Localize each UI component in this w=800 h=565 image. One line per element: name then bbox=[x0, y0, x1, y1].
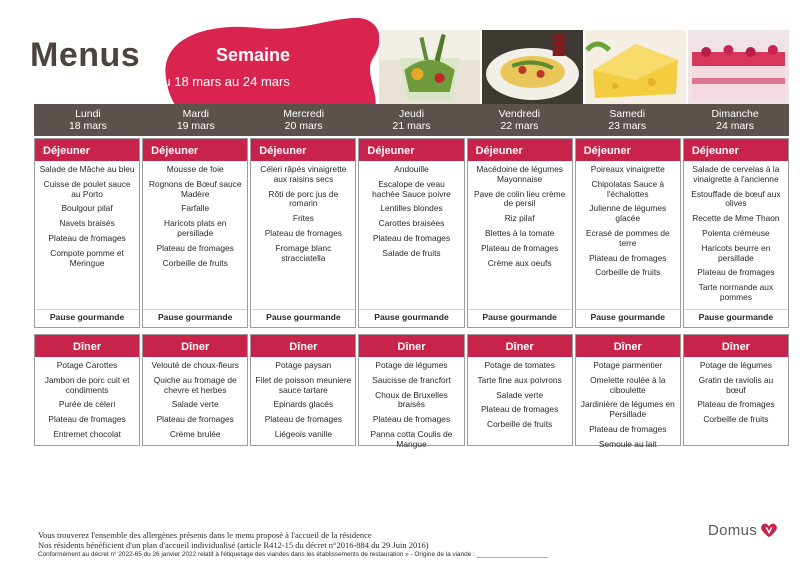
dinner-grid bbox=[34, 334, 789, 449]
snack-label: Pause gourmande bbox=[359, 309, 463, 327]
dish-item: Choux de Bruxelles braisés bbox=[375, 389, 448, 410]
dish-item: Jambon de porc cuit et condiments bbox=[44, 374, 130, 395]
lunch-grid bbox=[34, 138, 789, 328]
dish-item: Salade de cervelas à la vinaigrette à l'ancienne bbox=[692, 164, 780, 184]
snack-label: Pause gourmande bbox=[468, 309, 572, 327]
domus-logo bbox=[708, 521, 778, 539]
dish-item: Corbeille de fruits bbox=[595, 267, 661, 278]
dish-item: Omelette roulée à la ciboulette bbox=[590, 374, 666, 395]
dish-item: Escalope de veau hachée Sauce poivre bbox=[372, 178, 451, 199]
week-label: Semaine bbox=[216, 45, 291, 65]
dish-item: Plateau de fromages bbox=[264, 227, 342, 238]
dish-item: Plateau de fromages bbox=[480, 404, 559, 415]
dish-item: Boulgour pilaf bbox=[61, 203, 113, 214]
dinner-column bbox=[467, 334, 573, 446]
lunch-heading: Déjeuner bbox=[684, 139, 788, 161]
lunch-column bbox=[575, 138, 681, 328]
dinner-column bbox=[142, 334, 248, 446]
dish-item: Potage Carottes bbox=[56, 360, 118, 370]
dish-item: Pave de colin lieu crème de persil bbox=[474, 188, 566, 209]
dish-item: Andouille bbox=[394, 164, 429, 174]
dinner-column bbox=[683, 334, 789, 446]
snack-label: Pause gourmande bbox=[576, 309, 680, 327]
dish-item: Tarte fine aux poivrons bbox=[477, 374, 562, 385]
dish-item: Potage paysan bbox=[275, 360, 332, 370]
dish-item: Jardinière de légumes en Persillade bbox=[580, 399, 675, 420]
dinner-heading: Dîner bbox=[468, 335, 572, 357]
dish-item: Julienne de légumes glacée bbox=[589, 203, 667, 224]
lunch-heading: Déjeuner bbox=[143, 139, 247, 161]
dish-item: Panna cotta Coulis de Mangue bbox=[370, 428, 453, 449]
page-title: Menus bbox=[30, 36, 141, 74]
dish-item: Céleri râpés vinaigrette aux raisins secs bbox=[260, 164, 347, 184]
lunch-column bbox=[358, 138, 464, 328]
snack-label: Pause gourmande bbox=[251, 309, 355, 327]
berry-tart-photo bbox=[688, 30, 789, 104]
dish-item: Chipolatas Sauce à l'échalottes bbox=[591, 178, 665, 199]
dinner-heading: Dîner bbox=[143, 335, 247, 357]
dish-item: Plateau de fromages bbox=[589, 252, 667, 263]
lunch-dish-list bbox=[684, 161, 788, 309]
lunch-dish-list bbox=[251, 161, 355, 309]
dish-item: Gratin de raviolis au bœuf bbox=[698, 374, 774, 395]
dish-item: Salade de fruits bbox=[382, 247, 441, 258]
dish-item: Plateau de fromages bbox=[156, 242, 234, 253]
dinner-dish-list bbox=[359, 357, 463, 455]
lunch-column bbox=[467, 138, 573, 328]
dish-item: Macédoine de légumes Mayonnaise bbox=[476, 164, 563, 184]
dish-item: Haricots beurre en persillade bbox=[701, 242, 771, 263]
dish-item: Plateau de fromages bbox=[589, 423, 667, 434]
snack-label: Pause gourmande bbox=[143, 309, 247, 327]
dish-item: Plateau de fromages bbox=[48, 232, 126, 243]
dinner-dish-list bbox=[468, 357, 572, 445]
dish-item: Blettes à la tomate bbox=[484, 227, 555, 238]
salad-glass-photo bbox=[379, 30, 480, 104]
pasta-plate-photo bbox=[482, 30, 583, 104]
dish-item: Lentilles blondes bbox=[380, 203, 443, 214]
dish-item: Saucisse de francfort bbox=[372, 374, 451, 385]
day-header-sunday: Dimanche 24 mars bbox=[711, 108, 759, 132]
dish-item: Farfalle bbox=[181, 203, 210, 214]
dish-item: Corbeille de fruits bbox=[487, 419, 553, 430]
dish-item: Cuisse de poulet sauce au Porto bbox=[43, 178, 131, 199]
dish-item: Plateau de fromages bbox=[372, 414, 451, 425]
lunch-dish-list bbox=[468, 161, 572, 309]
dinner-heading: Dîner bbox=[35, 335, 139, 357]
dish-item: Corbeille de fruits bbox=[162, 257, 228, 268]
dish-item: Epinards glacés bbox=[273, 399, 334, 410]
dish-item: Plateau de fromages bbox=[480, 242, 559, 253]
lunch-column bbox=[34, 138, 140, 328]
meat-origin-note: Conformément au décret n° 2022-65 du 26 janvier 2022 relatif à l'étiquetage des viandes dans les établissements de restauration » - Origine de la viande : ____________________ bbox=[38, 551, 548, 558]
day-header-thursday: Jeudi 21 mars bbox=[392, 108, 431, 132]
lunch-column bbox=[250, 138, 356, 328]
dish-item: Plateau de fromages bbox=[264, 414, 342, 425]
dish-item: Potage de légumes bbox=[375, 360, 448, 370]
date-range: Du 18 mars au 24 mars bbox=[154, 74, 290, 89]
dinner-dish-list bbox=[143, 357, 247, 445]
dinner-column bbox=[250, 334, 356, 446]
dinner-dish-list bbox=[35, 357, 139, 445]
dinner-heading: Dîner bbox=[251, 335, 355, 357]
food-photo-strip bbox=[379, 30, 789, 104]
dish-item: Liégeois vanille bbox=[274, 428, 332, 439]
dish-item: Velouté de choux-fleurs bbox=[151, 360, 239, 370]
dish-item: Navets braisés bbox=[59, 218, 115, 229]
lunch-dish-list bbox=[143, 161, 247, 309]
dish-item: Haricots plats en persillade bbox=[164, 218, 227, 238]
dish-item: Semoule au lait bbox=[598, 438, 657, 449]
dish-item: Salade de Mâche au bleu bbox=[39, 164, 135, 174]
snack-label: Pause gourmande bbox=[35, 309, 139, 327]
dish-item: Tarte normande aux pommes bbox=[698, 282, 774, 302]
cheese-photo bbox=[585, 30, 686, 104]
lunch-column bbox=[142, 138, 248, 328]
dish-item: Crème aux oeufs bbox=[487, 257, 552, 268]
lunch-dish-list bbox=[35, 161, 139, 309]
dinner-heading: Dîner bbox=[359, 335, 463, 357]
dish-item: Polenta crémeuse bbox=[702, 227, 770, 238]
dish-item: Potage de tomates bbox=[484, 360, 555, 370]
dish-item: Riz pilaf bbox=[504, 213, 535, 224]
snack-label: Pause gourmande bbox=[684, 309, 788, 327]
dish-item: Plateau de fromages bbox=[697, 267, 775, 278]
dish-item: Estouffade de bœuf aux olives bbox=[691, 188, 781, 209]
lunch-heading: Déjeuner bbox=[251, 139, 355, 161]
dish-item: Crème brulée bbox=[169, 428, 221, 439]
lunch-heading: Déjeuner bbox=[468, 139, 572, 161]
dinner-column bbox=[34, 334, 140, 446]
dinner-heading: Dîner bbox=[684, 335, 788, 357]
dish-item: Salade verte bbox=[171, 399, 219, 410]
lunch-heading: Déjeuner bbox=[576, 139, 680, 161]
dinner-column bbox=[575, 334, 681, 449]
dish-item: Entremet chocolat bbox=[53, 428, 121, 439]
allergen-note: Vous trouverez l'ensemble des allergènes présents dans le menu proposé à l'accueil de la résidence bbox=[38, 530, 372, 540]
weekday-header-band bbox=[34, 104, 789, 136]
dish-item: Recette de Mme Thaon bbox=[692, 213, 780, 224]
dish-item: Plateau de fromages bbox=[697, 399, 775, 410]
dinner-heading: Dîner bbox=[576, 335, 680, 357]
lunch-heading: Déjeuner bbox=[359, 139, 463, 161]
dish-item: Carottes braisées bbox=[378, 218, 445, 229]
dish-item: Plateau de fromages bbox=[48, 414, 126, 425]
dish-item: Poireaux vinaigrette bbox=[590, 164, 665, 174]
logo-heart-icon bbox=[760, 521, 778, 539]
dinner-column bbox=[358, 334, 464, 449]
lunch-dish-list bbox=[359, 161, 463, 309]
dish-item: Filet de poisson meuniere sauce tartare bbox=[255, 374, 352, 395]
day-header-saturday: Samedi 23 mars bbox=[608, 108, 647, 132]
dish-item: Purée de céleri bbox=[58, 399, 116, 410]
lunch-dish-list bbox=[576, 161, 680, 309]
logo-text: Domus bbox=[708, 521, 758, 539]
dish-item: Potage de légumes bbox=[699, 360, 772, 370]
dish-item: Plateau de fromages bbox=[372, 232, 451, 243]
dish-item: Rôti de porc jus de romarin bbox=[268, 188, 339, 209]
lunch-heading: Déjeuner bbox=[35, 139, 139, 161]
day-header-monday: Lundi 18 mars bbox=[68, 108, 107, 132]
dish-item: Fromage blanc stracciatella bbox=[275, 242, 332, 263]
dinner-dish-list bbox=[684, 357, 788, 445]
dish-item: Compote pomme et Meringue bbox=[50, 247, 124, 268]
dish-item: Corbeille de fruits bbox=[703, 414, 769, 425]
dish-item: Quiche au fromage de chevre et herbes bbox=[153, 374, 237, 395]
day-header-tuesday: Mardi 19 mars bbox=[176, 108, 215, 132]
dish-item: Plateau de fromages bbox=[156, 414, 234, 425]
dish-item: Frites bbox=[292, 213, 314, 224]
dish-item: Rognons de Bœuf sauce Madère bbox=[148, 178, 242, 199]
day-header-wednesday: Mercredi 20 mars bbox=[283, 108, 325, 132]
dish-item: Salade verte bbox=[496, 389, 544, 400]
day-header-friday: Vendredi 22 mars bbox=[498, 108, 541, 132]
lunch-column bbox=[683, 138, 789, 328]
individual-plan-note: Nos résidents bénéficient d'un plan d'accueil individualisé (article R412-15 du décret n°2016-884 du 29 Juin 2016) bbox=[38, 540, 429, 550]
dish-item: Ecrasé de pommes de terre bbox=[585, 227, 670, 248]
dish-item: Mousse de foie bbox=[166, 164, 224, 174]
dish-item: Potage parmentier bbox=[593, 360, 663, 370]
dinner-dish-list bbox=[251, 357, 355, 445]
dinner-dish-list bbox=[576, 357, 680, 455]
